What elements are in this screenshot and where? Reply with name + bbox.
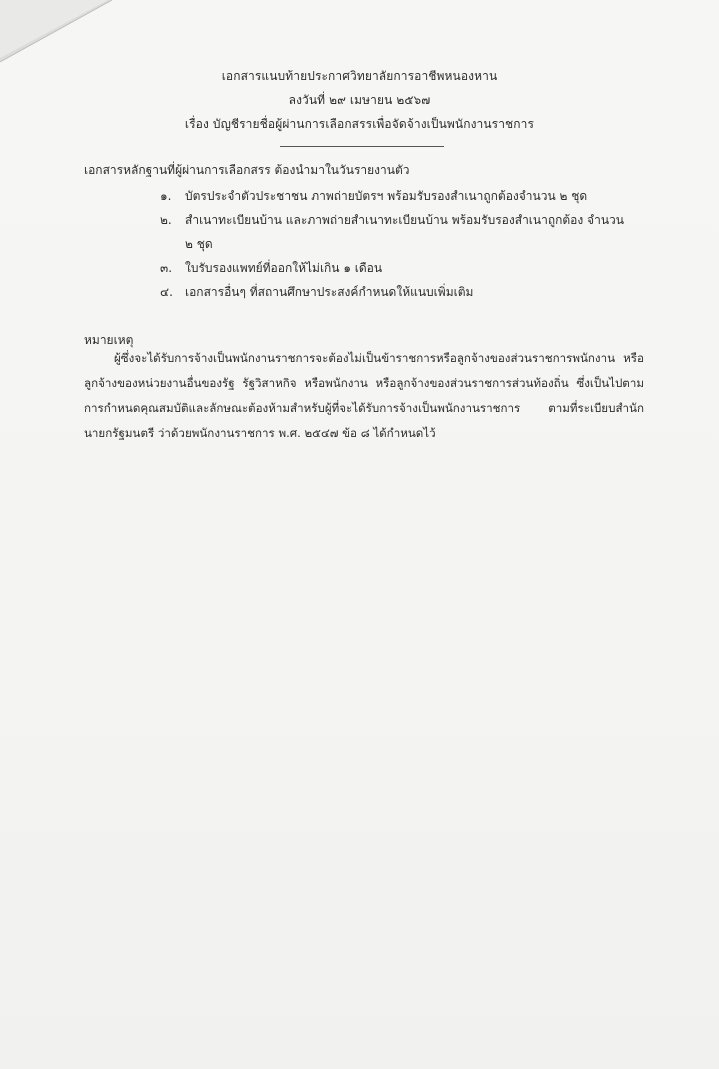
header-subject: เรื่อง บัญชีรายชื่อผู้ผ่านการเลือกสรรเพื่อจัดจ้างเป็นพนักงานราชการ (184, 117, 535, 131)
note-label: หมายเหตุ (84, 333, 134, 347)
list-item (160, 208, 630, 256)
document-header (0, 64, 719, 136)
list-item-number: ๑. (160, 189, 172, 203)
intro-text: เอกสารหลักฐานที่ผู้ผ่านการเลือกสรร ต้องนำมาในวันรายงานตัว (84, 163, 410, 177)
list-item-text: บัตรประจำตัวประชาชน ภาพถ่ายบัตรฯ พร้อมรับรองสำเนาถูกต้องจำนวน ๒ ชุด (185, 189, 588, 203)
header-divider (280, 146, 444, 147)
list-item-text: ใบรับรองแพทย์ที่ออกให้ไม่เกิน ๑ เดือน (185, 261, 383, 275)
list-item (160, 280, 630, 304)
required-documents-list (160, 184, 630, 304)
list-item (160, 256, 630, 280)
list-item-number: ๒. (160, 213, 172, 227)
header-title: เอกสารแนบท้ายประกาศวิทยาลัยการอาชีพหนองหาน (221, 69, 498, 83)
list-item-number: ๓. (160, 261, 173, 275)
list-item-text: สำเนาทะเบียนบ้าน และภาพถ่ายสำเนาทะเบียนบ้าน พร้อมรับรองสำเนาถูกต้อง จำนวน ๒ ชุด (185, 213, 624, 251)
list-item (160, 184, 630, 208)
list-item-text: เอกสารอื่นๆ ที่สถานศึกษาประสงค์กำหนดให้แนบเพิ่มเติม (185, 285, 474, 299)
list-item-number: ๔. (160, 285, 173, 299)
note-body: ผู้ซึ่งจะได้รับการจ้างเป็นพนักงานราชการจะต้องไม่เป็นข้าราชการหรือลูกจ้างของส่วนราชการพนักงาน หรือลูกจ้างของหน่วยงานอื่นของรัฐ รัฐวิสาหกิจ หรือพนักงาน หรือลูกจ้างของส่วนราชการส่วนท้องถิ่น ซึ่งเป็นไปตามการกำหนดคุณสมบัติและลักษณะต้องห้ามสำหรับผู้ที่จะได้รับการจ้างเป็นพนักงานราชการ ตามที่ระเบียบสำนักนายกรัฐมนตรี ว่าด้วยพนักงานราชการ พ.ศ. ๒๕๔๗ ข้อ ๘ ได้กำหนดไว้ (84, 351, 644, 440)
header-date: ลงวันที่ ๒๙ เมษายน ๒๕๖๗ (288, 93, 431, 107)
